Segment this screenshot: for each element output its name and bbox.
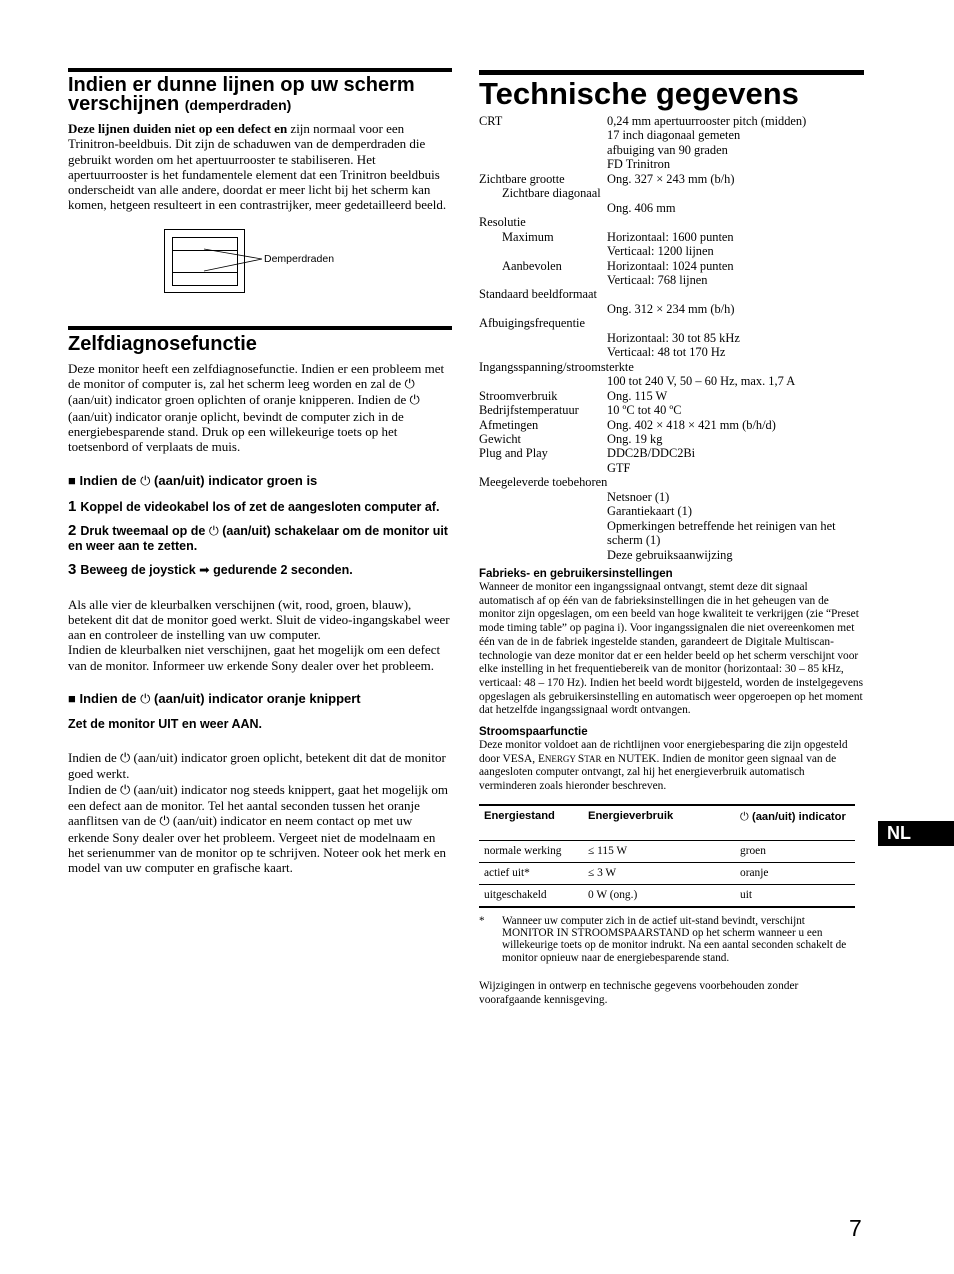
spec-row <box>479 143 864 157</box>
spec-row <box>479 446 864 460</box>
power-icon: ⏻ <box>119 751 131 767</box>
spec-row <box>479 475 864 489</box>
spec-row <box>479 244 864 258</box>
column-header: ⏻ (aan/uit) indicator <box>735 805 855 841</box>
spec-label <box>479 128 607 142</box>
spec-label: Meegeleverde toebehoren <box>479 475 608 490</box>
power-icon: ⏻ <box>409 393 420 409</box>
spec-value: afbuiging van 90 graden <box>607 142 728 157</box>
spec-row <box>479 490 864 504</box>
spec-label <box>479 461 607 475</box>
section-title-damper: Indien er dunne lijnen op uw scherm verschijnen (demperdraden) <box>68 74 415 115</box>
spec-value: Horizontaal: 1600 punten <box>607 229 734 244</box>
spec-row <box>479 374 864 388</box>
spec-label <box>479 273 607 287</box>
step-1: 1 Koppel de videokabel los of zet de aangesloten computer af. <box>68 497 440 515</box>
spec-row <box>479 331 864 345</box>
spec-label <box>479 244 607 258</box>
spec-row <box>479 201 864 215</box>
spec-row <box>479 114 864 128</box>
orange-paragraph-2: Indien de ⏻ (aan/uit) indicator nog steeds knippert, gaat het mogelijk om een defect aan de monitor. Tel het aantal seconden tussen het oranje aanflitsen van de ⏻ (aan/uit) indicator en neem contact op met uw erkende Sony dealer over het probleem. Vergeet niet de modelnaam en het serienummer van de monitor op te schrijven. Noteer ook het merk en model van uw computer en grafische kaart. <box>68 781 448 876</box>
spec-value: Horizontaal: 30 tot 85 kHz <box>607 330 740 345</box>
spec-row <box>479 504 864 518</box>
spec-value: Opmerkingen betreffende het reinigen van het scherm (1) <box>607 518 836 548</box>
spec-value: Netsnoer (1) <box>607 489 670 504</box>
power-icon: ⏻ <box>404 377 415 393</box>
power-saving-text: Deze monitor voldoet aan de richtlijnen voor energiebesparing die zijn opgesteld door VESA, ENERGY STAR en NUTEK. Indien de monitor geen signaal van de aangesloten computer ontvangt, zal hij het energieverbruik automatisch verminderen zoals hieronder beschreven. <box>479 739 848 793</box>
table-row: normale werking ≤ 115 W groen <box>479 840 855 862</box>
power-icon: ⏻ <box>140 692 151 708</box>
spec-label: Bedrijfstemperatuur <box>479 403 579 418</box>
selfdiag-intro: Deze monitor heeft een zelfdiagnosefunctie. Indien er een probleem met de monitor of computer is, zal het scherm leeg worden en zal de ⏻ (aan/uit) indicator groen oplichten of oranje knipperen. Indien de ⏻ (aan/uit) indicator oranje oplicht, bevindt de computer zich in de energiebesparende stand. Druk op een willekeurige toets op het toetsenbord of verplaats de muis. <box>68 360 445 455</box>
subheading-green: ■ Indien de ⏻ (aan/uit) indicator groen is <box>68 472 318 489</box>
section-rule <box>68 68 452 72</box>
damper-figure <box>164 229 364 295</box>
damper-intro: Deze lijnen duiden niet op een defect en zijn normaal voor een Trinitron-beeldbuis. Dit zijn de schaduwen van de demperdraden die gebruikt worden om het apertuurrooster te stabiliseren. Het apertuurrooster is het fundamentele element dat een Trinitron beeldbuis onderscheidt van alle andere, doordat er meer licht bij het scherm kan komen, hetgeen resulteert in een contrastrijker, meer gedetailleerd beeld. <box>68 121 447 213</box>
spec-value <box>607 186 864 200</box>
footnote: * Wanneer uw computer zich in de actief uit-stand bevindt, verschijnt MONITOR IN STROOMSPAARSTAND op het scherm wanneer u een willekeurige toets op de monitor indrukt. Na een aantal seconden schakelt de monitor opnieuw naar de energiebesparende stand. <box>479 914 847 964</box>
table-row: actief uit* ≤ 3 W oranje <box>479 862 855 884</box>
spec-value: Verticaal: 1200 lijnen <box>607 244 714 259</box>
subheading-orange: ■ Indien de ⏻ (aan/uit) indicator oranje knippert <box>68 691 361 708</box>
spec-label: Stroomverbruik <box>479 388 558 403</box>
spec-label: Gewicht <box>479 431 521 446</box>
spec-label <box>479 201 607 215</box>
power-icon: ⏻ <box>140 473 151 489</box>
spec-label <box>479 345 607 359</box>
language-tab: NL <box>878 821 954 846</box>
section-subtitle: (demperdraden) <box>184 97 292 113</box>
orange-paragraph-1: Indien de ⏻ (aan/uit) indicator groen oplicht, betekent dit dat de monitor goed werkt. <box>68 750 446 782</box>
spec-table <box>479 114 864 562</box>
power-icon: ⏻ <box>159 814 170 830</box>
power-icon: ⏻ <box>119 782 131 798</box>
spec-label <box>479 374 607 388</box>
spec-row <box>479 461 864 475</box>
spec-label: CRT <box>479 114 503 128</box>
spec-label: Afmetingen <box>479 417 539 432</box>
left-column <box>68 68 452 875</box>
step-2: 2 Druk tweemaal op de ⏻ (aan/uit) schakelaar om de monitor uit en weer aan te zetten. <box>68 521 448 553</box>
spec-row <box>479 230 864 244</box>
column-header: Energieverbruik <box>583 805 735 841</box>
spec-row <box>479 215 864 229</box>
spec-value: Garantiekaart (1) <box>607 504 692 519</box>
spec-row <box>479 345 864 359</box>
spec-row <box>479 287 864 301</box>
spec-label: Resolutie <box>479 215 526 230</box>
spec-row <box>479 548 864 562</box>
figure-label: Demperdraden <box>264 252 335 265</box>
spec-label <box>479 548 607 562</box>
spec-label <box>479 519 607 548</box>
spec-label: Plug and Play <box>479 446 548 461</box>
spec-value: 100 tot 240 V, 50 – 60 Hz, max. 1,7 A <box>607 374 796 389</box>
spec-label <box>479 504 607 518</box>
column-header: Energiestand <box>479 805 583 841</box>
spec-value: 10 ºC tot 40 ºC <box>607 403 682 418</box>
section-title-selfdiag: Zelfdiagnosefunctie <box>68 332 257 355</box>
spec-row <box>479 360 864 374</box>
spec-value: Verticaal: 48 tot 170 Hz <box>607 345 726 360</box>
spec-value: Ong. 327 × 243 mm (b/h) <box>607 171 735 186</box>
factory-heading: Fabrieks- en gebruikersinstellingen <box>479 568 673 581</box>
leader-lines <box>164 229 274 295</box>
spec-row <box>479 403 864 417</box>
energy-table <box>479 804 855 908</box>
spec-label: Zichtbare grootte <box>479 171 565 186</box>
spec-label <box>479 143 607 157</box>
spec-label: Standaard beeldformaat <box>479 287 598 302</box>
spec-label: Afbuigingsfrequentie <box>479 316 585 331</box>
spec-row <box>479 259 864 273</box>
step-3: 3 Beweeg de joystick ➡ gedurende 2 seconden. <box>68 560 353 578</box>
spec-value: Ong. 312 × 234 mm (b/h) <box>607 301 735 316</box>
section-rule <box>68 326 452 330</box>
spec-value: Ong. 19 kg <box>607 431 663 446</box>
spec-label: Aanbevolen <box>502 258 562 273</box>
arrow-right-icon: ➡ <box>199 561 210 577</box>
disclaimer: Wijzigingen in ontwerp en technische gegevens voorbehouden zonder voorafgaande kennisgeving. <box>479 980 799 1006</box>
result-paragraph-1: Als alle vier de kleurbalken verschijnen (wit, rood, groen, blauw), betekent dit dat de monitor goed werkt. Sluit de video-ingangskabel weer aan en controleer de instelling van uw computer. <box>68 596 450 643</box>
spec-label <box>479 331 607 345</box>
spec-row <box>479 432 864 446</box>
orange-action: Zet de monitor UIT en weer AAN. <box>68 717 263 732</box>
result-paragraph-2: Indien de kleurbalken niet verschijnen, gaat het mogelijk om een defect van de monitor. Informeer uw erkende Sony dealer over het probleem. <box>68 642 441 673</box>
spec-value: GTF <box>607 460 631 475</box>
spec-row <box>479 418 864 432</box>
title-rule <box>479 70 864 75</box>
factory-text: Wanneer de monitor een ingangssignaal ontvangt, stemt deze dit signaal automatisch af op één van de fabrieksinstellingen die in het geheugen van de monitor zijn opgeslagen, om een beeld van hoge kwaliteit te verkrijgen (zie “Preset mode timing table” op pagina i). Voor ingangssignalen die niet overeenkomen met één van de in de fabriek ingestelde standen, garandeert de Digitale Multiscan-technologie van deze monitor dat er een helder beeld op het scherm verschijnt voor elke instelling in het frequentiebereik van de monitor (horizontaal: 30 – 85 kHz, verticaal: 48 – 170 Hz). Indien het beeld wordt bijgesteld, worden de instelgegevens opgeslagen als gebruikersinstelling en automatisch weer opgeroepen op het moment dat hetzelfde ingangssignaal wordt ontvangen. <box>479 581 864 717</box>
spec-value: 0,24 mm apertuurrooster pitch (midden) <box>607 114 807 128</box>
spec-label <box>479 302 607 316</box>
spec-row <box>479 157 864 171</box>
spec-value: DDC2B/DDC2Bi <box>607 446 696 461</box>
spec-value: Ong. 115 W <box>607 388 668 403</box>
spec-value: Deze gebruiksaanwijzing <box>607 547 733 562</box>
page-number: 7 <box>849 1215 862 1241</box>
spec-value: Ong. 406 mm <box>607 200 676 215</box>
spec-row <box>479 172 864 186</box>
spec-row <box>479 128 864 142</box>
spec-value: 17 inch diagonaal gemeten <box>607 128 741 143</box>
spec-row <box>479 302 864 316</box>
table-header-row <box>479 805 855 841</box>
spec-value: FD Trinitron <box>607 157 671 172</box>
spec-label <box>479 490 607 504</box>
spec-label: Maximum <box>502 229 554 244</box>
right-column <box>479 70 864 1007</box>
spec-label: Ingangsspanning/stroomsterkte <box>479 359 634 374</box>
spec-label: Zichtbare diagonaal <box>502 186 601 201</box>
table-row: uitgeschakeld 0 W (ong.) uit <box>479 884 855 907</box>
page-title: Technische gegevens <box>479 76 799 111</box>
spec-value: Ong. 402 × 418 × 421 mm (b/h/d) <box>607 417 776 432</box>
spec-row <box>479 186 864 200</box>
spec-row <box>479 316 864 330</box>
power-icon: ⏻ <box>208 522 219 538</box>
spec-row <box>479 519 864 548</box>
power-saving-heading: Stroomspaarfunctie <box>479 726 588 739</box>
power-icon: ⏻ <box>740 809 749 823</box>
spec-value: Horizontaal: 1024 punten <box>607 258 734 273</box>
spec-value: Verticaal: 768 lijnen <box>607 272 708 287</box>
spec-row <box>479 273 864 287</box>
spec-label <box>479 157 607 171</box>
spec-row <box>479 389 864 403</box>
